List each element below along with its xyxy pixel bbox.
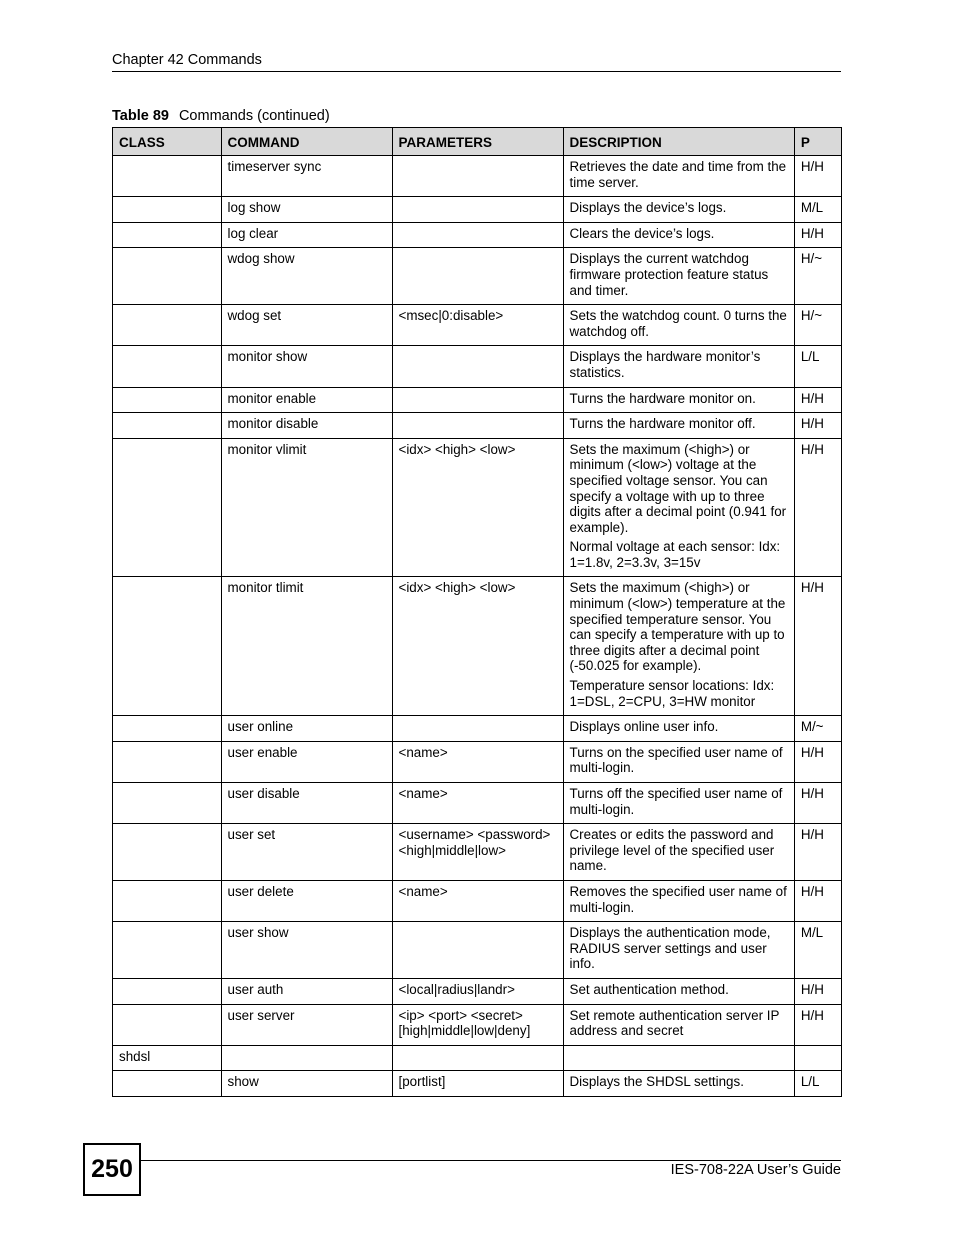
cell-parameters [392, 413, 563, 439]
cell-parameters [392, 1045, 563, 1071]
cell-command: timeserver sync [221, 156, 392, 197]
cell-parameters [392, 387, 563, 413]
table-row [113, 880, 842, 921]
cell-privilege: H/H [794, 824, 841, 881]
cell-description [563, 222, 794, 248]
cell-parameters: <ip> <port> <secret> [high|middle|low|deny] [392, 1004, 563, 1045]
cell-command [221, 1045, 392, 1071]
cell-parameters: <name> [392, 783, 563, 824]
cell-parameters: <idx> <high> <low> [392, 438, 563, 577]
cell-description [563, 1004, 794, 1045]
description-paragraph: Creates or edits the password and privilege level of the specified user name. [569, 827, 775, 874]
column-header-parameters: PARAMETERS [392, 128, 563, 156]
cell-parameters: <msec|0:disable> [392, 305, 563, 346]
column-header-command: COMMAND [221, 128, 392, 156]
cell-class [113, 922, 222, 979]
table-row [113, 197, 842, 223]
description-paragraph: Retrieves the date and time from the time server. [569, 159, 787, 190]
cell-parameters: <username> <password> <high|middle|low> [392, 824, 563, 881]
cell-class [113, 880, 222, 921]
table-caption-title: Commands (continued) [178, 108, 330, 124]
column-header-description: DESCRIPTION [563, 128, 794, 156]
table-row [113, 1071, 842, 1097]
cell-command: log clear [221, 222, 392, 248]
header-divider [112, 71, 841, 72]
cell-description [563, 156, 794, 197]
cell-parameters [392, 248, 563, 305]
cell-class [113, 1071, 222, 1097]
cell-class [113, 197, 222, 223]
cell-privilege: H/H [794, 1004, 841, 1045]
description-paragraph: Set authentication method. [569, 981, 729, 997]
column-header-privilege: P [794, 128, 841, 156]
cell-command: show [221, 1071, 392, 1097]
cell-privilege: H/H [794, 413, 841, 439]
cell-description [563, 1045, 794, 1071]
cell-class: shdsl [113, 1045, 222, 1071]
table-row [113, 922, 842, 979]
cell-command: user delete [221, 880, 392, 921]
table-row [113, 716, 842, 742]
cell-class [113, 248, 222, 305]
cell-parameters [392, 346, 563, 387]
cell-command: monitor disable [221, 413, 392, 439]
table-row [113, 387, 842, 413]
cell-privilege: H/H [794, 978, 841, 1004]
cell-privilege: M/~ [794, 716, 841, 742]
table-row [113, 783, 842, 824]
description-paragraph: Temperature sensor locations: Idx: 1=DSL, 2=CPU, 3=HW monitor [569, 678, 775, 709]
cell-privilege: M/L [794, 922, 841, 979]
description-paragraph: Set remote authentication server IP address and secret [569, 1007, 780, 1039]
cell-command: monitor vlimit [221, 438, 392, 577]
description-paragraph: Displays the hardware monitor’s statistics. [569, 349, 761, 380]
cell-command: user set [221, 824, 392, 881]
cell-privilege: L/L [794, 1071, 841, 1097]
description-paragraph: Sets the maximum (<high>) or minimum (<low>) voltage at the specified voltage sensor. You can specify a voltage with up to three digits after a decimal point (0.941 for example). [569, 441, 787, 535]
cell-command: user disable [221, 783, 392, 824]
cell-class [113, 978, 222, 1004]
cell-parameters [392, 716, 563, 742]
cell-parameters: <idx> <high> <low> [392, 577, 563, 716]
table-body [113, 156, 842, 1097]
cell-class [113, 222, 222, 248]
footer-divider [141, 1160, 841, 1161]
cell-description [563, 438, 794, 577]
cell-description [563, 197, 794, 223]
cell-description [563, 783, 794, 824]
cell-parameters [392, 222, 563, 248]
page-number: 250 [83, 1143, 141, 1196]
table-header-row [113, 128, 842, 156]
cell-privilege: M/L [794, 197, 841, 223]
column-header-class: CLASS [113, 128, 222, 156]
cell-command: user enable [221, 741, 392, 782]
cell-parameters [392, 922, 563, 979]
description-paragraph: Displays the authentication mode, RADIUS server settings and user info. [569, 925, 771, 972]
cell-privilege: L/L [794, 346, 841, 387]
cell-class [113, 305, 222, 346]
cell-description [563, 387, 794, 413]
cell-command: monitor enable [221, 387, 392, 413]
cell-description [563, 1071, 794, 1097]
description-paragraph: Turns the hardware monitor on. [569, 390, 756, 406]
description-paragraph: Clears the device’s logs. [569, 225, 715, 241]
cell-class [113, 438, 222, 577]
cell-description [563, 346, 794, 387]
description-paragraph: Displays online user info. [569, 719, 719, 735]
cell-class [113, 1004, 222, 1045]
table-row [113, 824, 842, 881]
cell-privilege [794, 1045, 841, 1071]
cell-description [563, 577, 794, 716]
cell-description [563, 305, 794, 346]
table-row [113, 346, 842, 387]
cell-privilege: H/~ [794, 305, 841, 346]
table-row [113, 248, 842, 305]
table-row [113, 222, 842, 248]
cell-privilege: H/H [794, 577, 841, 716]
cell-class [113, 577, 222, 716]
cell-parameters [392, 156, 563, 197]
table-row [113, 577, 842, 716]
cell-command: user server [221, 1004, 392, 1045]
description-paragraph: Displays the SHDSL settings. [569, 1074, 744, 1090]
description-paragraph: Displays the device’s logs. [569, 200, 727, 216]
cell-description [563, 716, 794, 742]
cell-description [563, 248, 794, 305]
chapter-heading: Chapter 42 Commands [112, 52, 262, 68]
cell-description [563, 741, 794, 782]
table-row [113, 978, 842, 1004]
table-caption [112, 108, 330, 124]
cell-description [563, 978, 794, 1004]
cell-privilege: H/~ [794, 248, 841, 305]
description-paragraph: Sets the maximum (<high>) or minimum (<low>) temperature at the specified temperature sensor. You can specify a temperature with up to three digits after a decimal point (-50.025 for example). [569, 580, 786, 674]
cell-command: log show [221, 197, 392, 223]
cell-privilege: H/H [794, 741, 841, 782]
cell-privilege: H/H [794, 222, 841, 248]
cell-parameters: <name> [392, 880, 563, 921]
cell-privilege: H/H [794, 783, 841, 824]
cell-parameters: [portlist] [392, 1071, 563, 1097]
cell-description [563, 922, 794, 979]
cell-command: user show [221, 922, 392, 979]
cell-class [113, 824, 222, 881]
cell-privilege: H/H [794, 387, 841, 413]
table-row [113, 413, 842, 439]
table-row [113, 1004, 842, 1045]
cell-class [113, 741, 222, 782]
cell-class [113, 156, 222, 197]
cell-command: wdog set [221, 305, 392, 346]
description-paragraph: Sets the watchdog count. 0 turns the watchdog off. [569, 308, 787, 339]
cell-description [563, 413, 794, 439]
cell-command: monitor tlimit [221, 577, 392, 716]
cell-privilege: H/H [794, 438, 841, 577]
cell-command: monitor show [221, 346, 392, 387]
cell-description [563, 824, 794, 881]
cell-command: user online [221, 716, 392, 742]
guide-title: IES-708-22A User’s Guide [670, 1162, 841, 1178]
table-row [113, 305, 842, 346]
description-paragraph: Normal voltage at each sensor: Idx: 1=1.8v, 2=3.3v, 3=15v [569, 539, 781, 570]
cell-class [113, 413, 222, 439]
table-row [113, 1045, 842, 1071]
table-row [113, 741, 842, 782]
table-row [113, 156, 842, 197]
cell-class [113, 387, 222, 413]
cell-parameters: <local|radius|landr> [392, 978, 563, 1004]
cell-privilege: H/H [794, 156, 841, 197]
cell-class [113, 716, 222, 742]
description-paragraph: Removes the specified user name of multi-login. [569, 883, 787, 915]
description-paragraph: Turns the hardware monitor off. [569, 416, 756, 432]
cell-command: wdog show [221, 248, 392, 305]
description-paragraph: Turns on the specified user name of multi-login. [569, 744, 783, 776]
cell-class [113, 346, 222, 387]
description-paragraph: Turns off the specified user name of multi-login. [569, 786, 783, 817]
description-paragraph: Displays the current watchdog firmware protection feature status and timer. [569, 251, 769, 298]
cell-class [113, 783, 222, 824]
cell-description [563, 880, 794, 921]
table-caption-label: Table 89 [112, 108, 169, 124]
cell-parameters: <name> [392, 741, 563, 782]
commands-table [112, 127, 842, 1097]
cell-parameters [392, 197, 563, 223]
cell-command: user auth [221, 978, 392, 1004]
table-row [113, 438, 842, 577]
cell-privilege: H/H [794, 880, 841, 921]
